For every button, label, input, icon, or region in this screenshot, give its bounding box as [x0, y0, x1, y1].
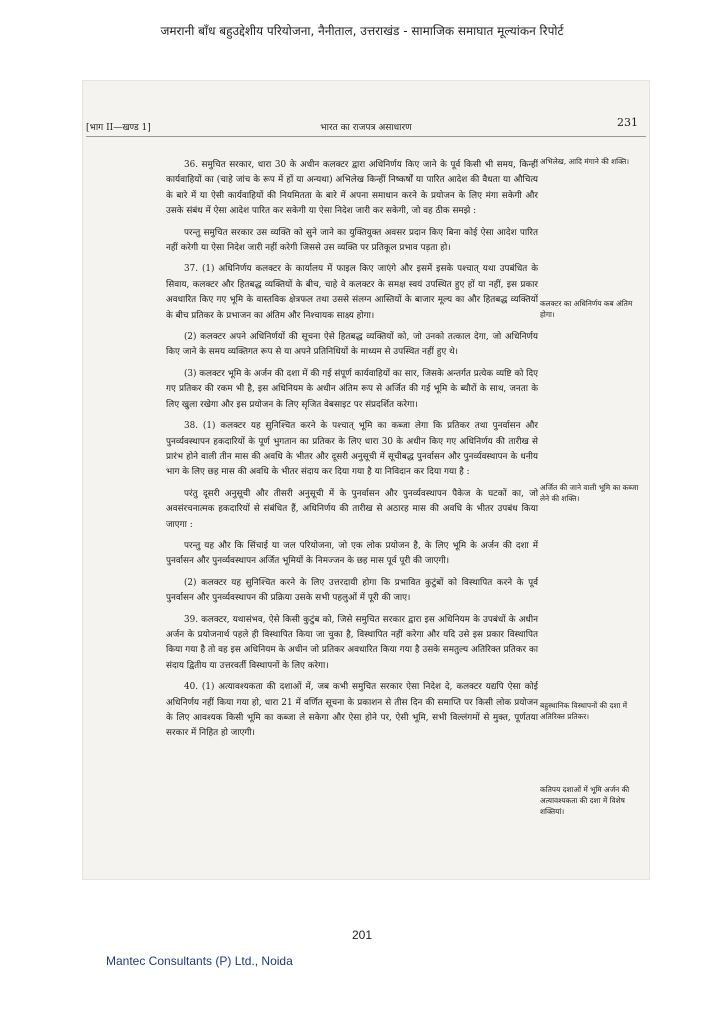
gazette-part-label: [भाग II—खण्ड 1] [86, 123, 151, 133]
section-37-3: (3) कलक्टर भूमि के अर्जन की दशा में की गई संपूर्ण कार्यवाहियों का सार, जिसके अन्तर्गत प्रत्येक व्यष्टि को दिए गए प्रतिकर की रकम भी है, इस अधिनियम के अधीन अंतिम रूप से अर्जित की गई भूमि के ब्यौरों के साथ, जनता के लिए खुला रखेगा और इस प्रयोजन के लिए सृजित वेबसाइट पर संप्रदर्शित करेगा। [166, 368, 538, 410]
report-header: जमरानी बाँध बहुउद्देशीय परियोजना, नैनीताल, उत्तराखंड - सामाजिक समाघात मूल्यांकन रिपोर्ट [160, 24, 564, 38]
section-37-1: 37. (1) अधिनिर्णय कलक्टर के कार्यालय में फाइल किए जाएंगे और इसमें इसके पश्चात् यथा उपबंधित के सिवाय, कलक्टर और हितबद्ध व्यक्तियों के बीच, चाहे वे कलक्टर के समक्ष स्वयं उपस्थित हुए हों या नहीं, इस प्रकार अवधारित किए गए भूमि के वास्तविक क्षेत्रफल तथा उससे संलग्न आस्तियों के बाजार मूल्य का और हितबद्ध व्यक्तियों के बीच प्रतिकर के प्रभाजन का अंतिम और निश्चायक साक्ष्य होगा। [166, 264, 538, 321]
side-note-37: कलक्टर का अधिनिर्णय कब अंतिम होगा। [540, 299, 633, 319]
section-39: 39. कलक्टर, यथासंभव, ऐसे किसी कुटुंब को, जिसे समुचित सरकार द्वारा इस अधिनियम के उपबंधों के अधीन अर्जन के प्रयोजनार्थ पहले ही विस्थापित किया जा चुका है, विस्थापित नहीं करेगा और यदि उसे इस प्रकार विस्थापित किया गया है तो वह इस अधिनियम के अधीन जो प्रतिकर अवधारित किया गया है उसके समतुल्य अतिरिक्त प्रतिकर का संदाय द्वितीय या उत्तरवर्ती विस्थापनों के लिए करेगा। [166, 614, 538, 671]
section-38-proviso-2: परन्तु यह और कि सिंचाई या जल परियोजना, जो एक लोक प्रयोजन है, के लिए भूमि के अर्जन की दशा में पुनर्वासन और पुनर्व्यवस्थापन अर्जित भूमियों के निमज्जन के छह मास पूर्व पूरी की जाएगी। [166, 540, 538, 567]
section-38-proviso-1: परंतु दूसरी अनुसूची और तीसरी अनुसूची में के पुनर्वासन और पुनर्व्यवस्थापन पैकेज के घटकों का, जो अवसंरचनात्मक हकदारियों से संबंधित हैं, अधिनिर्णय की तारीख से अठारह मास की अवधि के भीतर उपबंध किया जाएगा : [166, 488, 538, 530]
side-note-36: अभिलेख, आदि मंगाने की शक्ति। [540, 157, 630, 166]
gazette-title: भारत का राजपत्र असाधारण [320, 123, 412, 133]
scanned-gazette-page [82, 80, 650, 880]
section-40-1: 40. (1) अत्यावश्यकता की दशाओं में, जब कभी समुचित सरकार ऐसा निदेश दे, कलक्टर यद्यपि ऐसा कोई अधिनिर्णय नहीं किया गया हो, धारा 21 में वर्णित सूचना के प्रकाशन से तीस दिन की समाप्ति पर किसी लोक प्रयोजन के लिए आवश्यक किसी भूमि का कब्जा ले सकेगा और ऐसा होने पर, ऐसी भूमि, सभी विल्लंगमों से मुक्त, पूर्णतया सरकार में निहित हो जाएगी। [166, 682, 538, 739]
gazette-page-number: 231 [617, 116, 638, 129]
side-note-40: कतिपय दशाओं में भूमि अर्जन की अत्यावश्यकता की दशा में विशेष शक्तियां। [540, 785, 630, 816]
section-37-2: (2) कलक्टर अपने अधिनिर्णयों की सूचना ऐसे हितबद्ध व्यक्तियों को, जो उनको तत्काल देगा, जो अधिनिर्णय किए जाने के समय व्यक्तिगत रूप से या अपने प्रतिनिधियों के माध्यम से उपस्थित नहीं हुए थे। [166, 332, 538, 358]
side-note-38: अर्जित की जाने वाली भूमि का कब्जा लेने की शक्ति। [540, 483, 639, 503]
page-number: 201 [351, 928, 373, 942]
section-36: 36. समुचित सरकार, धारा 30 के अधीन कलक्टर द्वारा अधिनिर्णय किए जाने के पूर्व किसी भी समय, किन्हीं कार्यवाहियों का (चाहे जांच के रूप में हों या अन्यथा) अभिलेख किन्हीं निष्कर्षों या पारित आदेश की वैधता या औचित्य के बारे में या ऐसी कार्यवाहियों की नियमितता के बारे में अपना समाधान करने के प्रयोजन के लिए मंगा सकेगी और उसके संबंध में ऐसा आदेश पारित कर सकेगी या ऐसा निदेश जारी कर सकेगी, जो वह ठीक समझे : [166, 160, 538, 217]
section-38-1: 38. (1) कलक्टर यह सुनिश्चित करने के पश्चात् भूमि का कब्जा लेगा कि प्रतिकर तथा पुनर्वासन और पुनर्व्यवस्थापन हकदारियों के पूर्ण भुगतान का प्रतिकर के लिए धारा 30 के अधीन किए गए अधिनिर्णय की तारीख से प्रारंभ होने वाली तीन मास की अवधि के भीतर और दूसरी अनुसूची में सूचीबद्ध पुनर्वासन और पुनर्व्यवस्थापन के धनीय भाग के लिए छह मास की अवधि के भीतर संदाय कर दिया गया है या निविदान कर दिया गया है : [166, 421, 538, 478]
gazette-header [86, 118, 646, 137]
gazette-body [166, 158, 538, 748]
section-36-proviso: परन्तु समुचित सरकार उस व्यक्ति को सुने जाने का युक्तियुक्त अवसर प्रदान किए बिना कोई ऐसा आदेश पारित नहीं करेगी या ऐसा निदेश जारी नहीं करेगी जिससे उस व्यक्ति पर प्रतिकूल प्रभाव पड़ता हो। [166, 227, 538, 254]
company-name: Mantec Consultants (P) Ltd., Noida [106, 954, 293, 968]
section-38-2: (2) कलक्टर यह सुनिश्चित करने के लिए उत्तरदायी होगा कि प्रभावित कुटुंबों को विस्थापित करने के पूर्व पुनर्वासन और पुनर्व्यवस्थापन की प्रक्रिया उसके सभी पहलुओं में पूरी की जाए। [166, 577, 538, 604]
side-note-39: बहुस्थानिक विस्थापनों की दशा में अतिरिक्त प्रतिकर। [540, 701, 628, 721]
